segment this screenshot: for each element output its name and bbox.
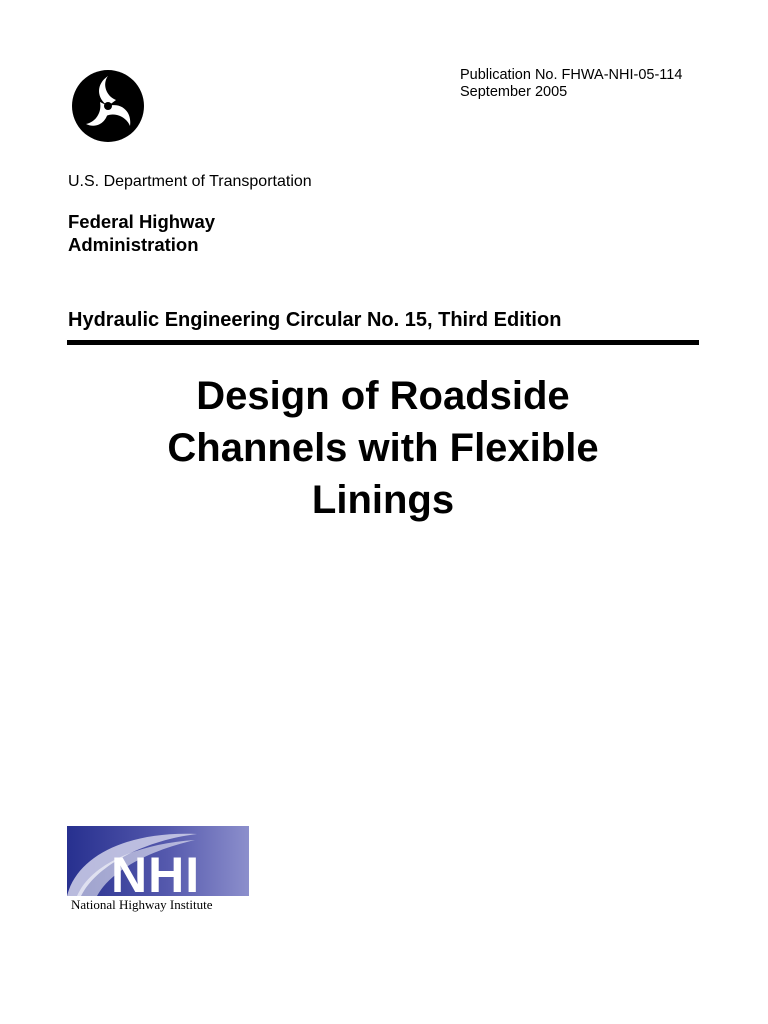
heading-divider — [67, 340, 699, 345]
document-title — [67, 370, 699, 526]
circular-heading: Hydraulic Engineering Circular No. 15, Third Edition — [68, 309, 562, 331]
department-name: U.S. Department of Transportation — [68, 173, 312, 190]
nhi-logo-icon — [67, 826, 249, 896]
title-line-2: Channels with Flexible — [167, 426, 599, 470]
publication-date: September 2005 — [460, 84, 568, 100]
administration-line-2: Administration — [68, 234, 199, 255]
administration-name — [68, 210, 215, 256]
title-line-1: Design of Roadside — [196, 374, 570, 418]
administration-line-1: Federal Highway — [68, 211, 216, 232]
nhi-logo-text: NHI — [111, 847, 201, 896]
publication-number: Publication No. FHWA-NHI-05-114 — [460, 67, 683, 83]
publication-info — [460, 67, 682, 101]
dot-logo-icon — [66, 64, 150, 148]
title-line-3: Linings — [311, 478, 455, 522]
nhi-caption: National Highway Institute — [71, 897, 213, 912]
